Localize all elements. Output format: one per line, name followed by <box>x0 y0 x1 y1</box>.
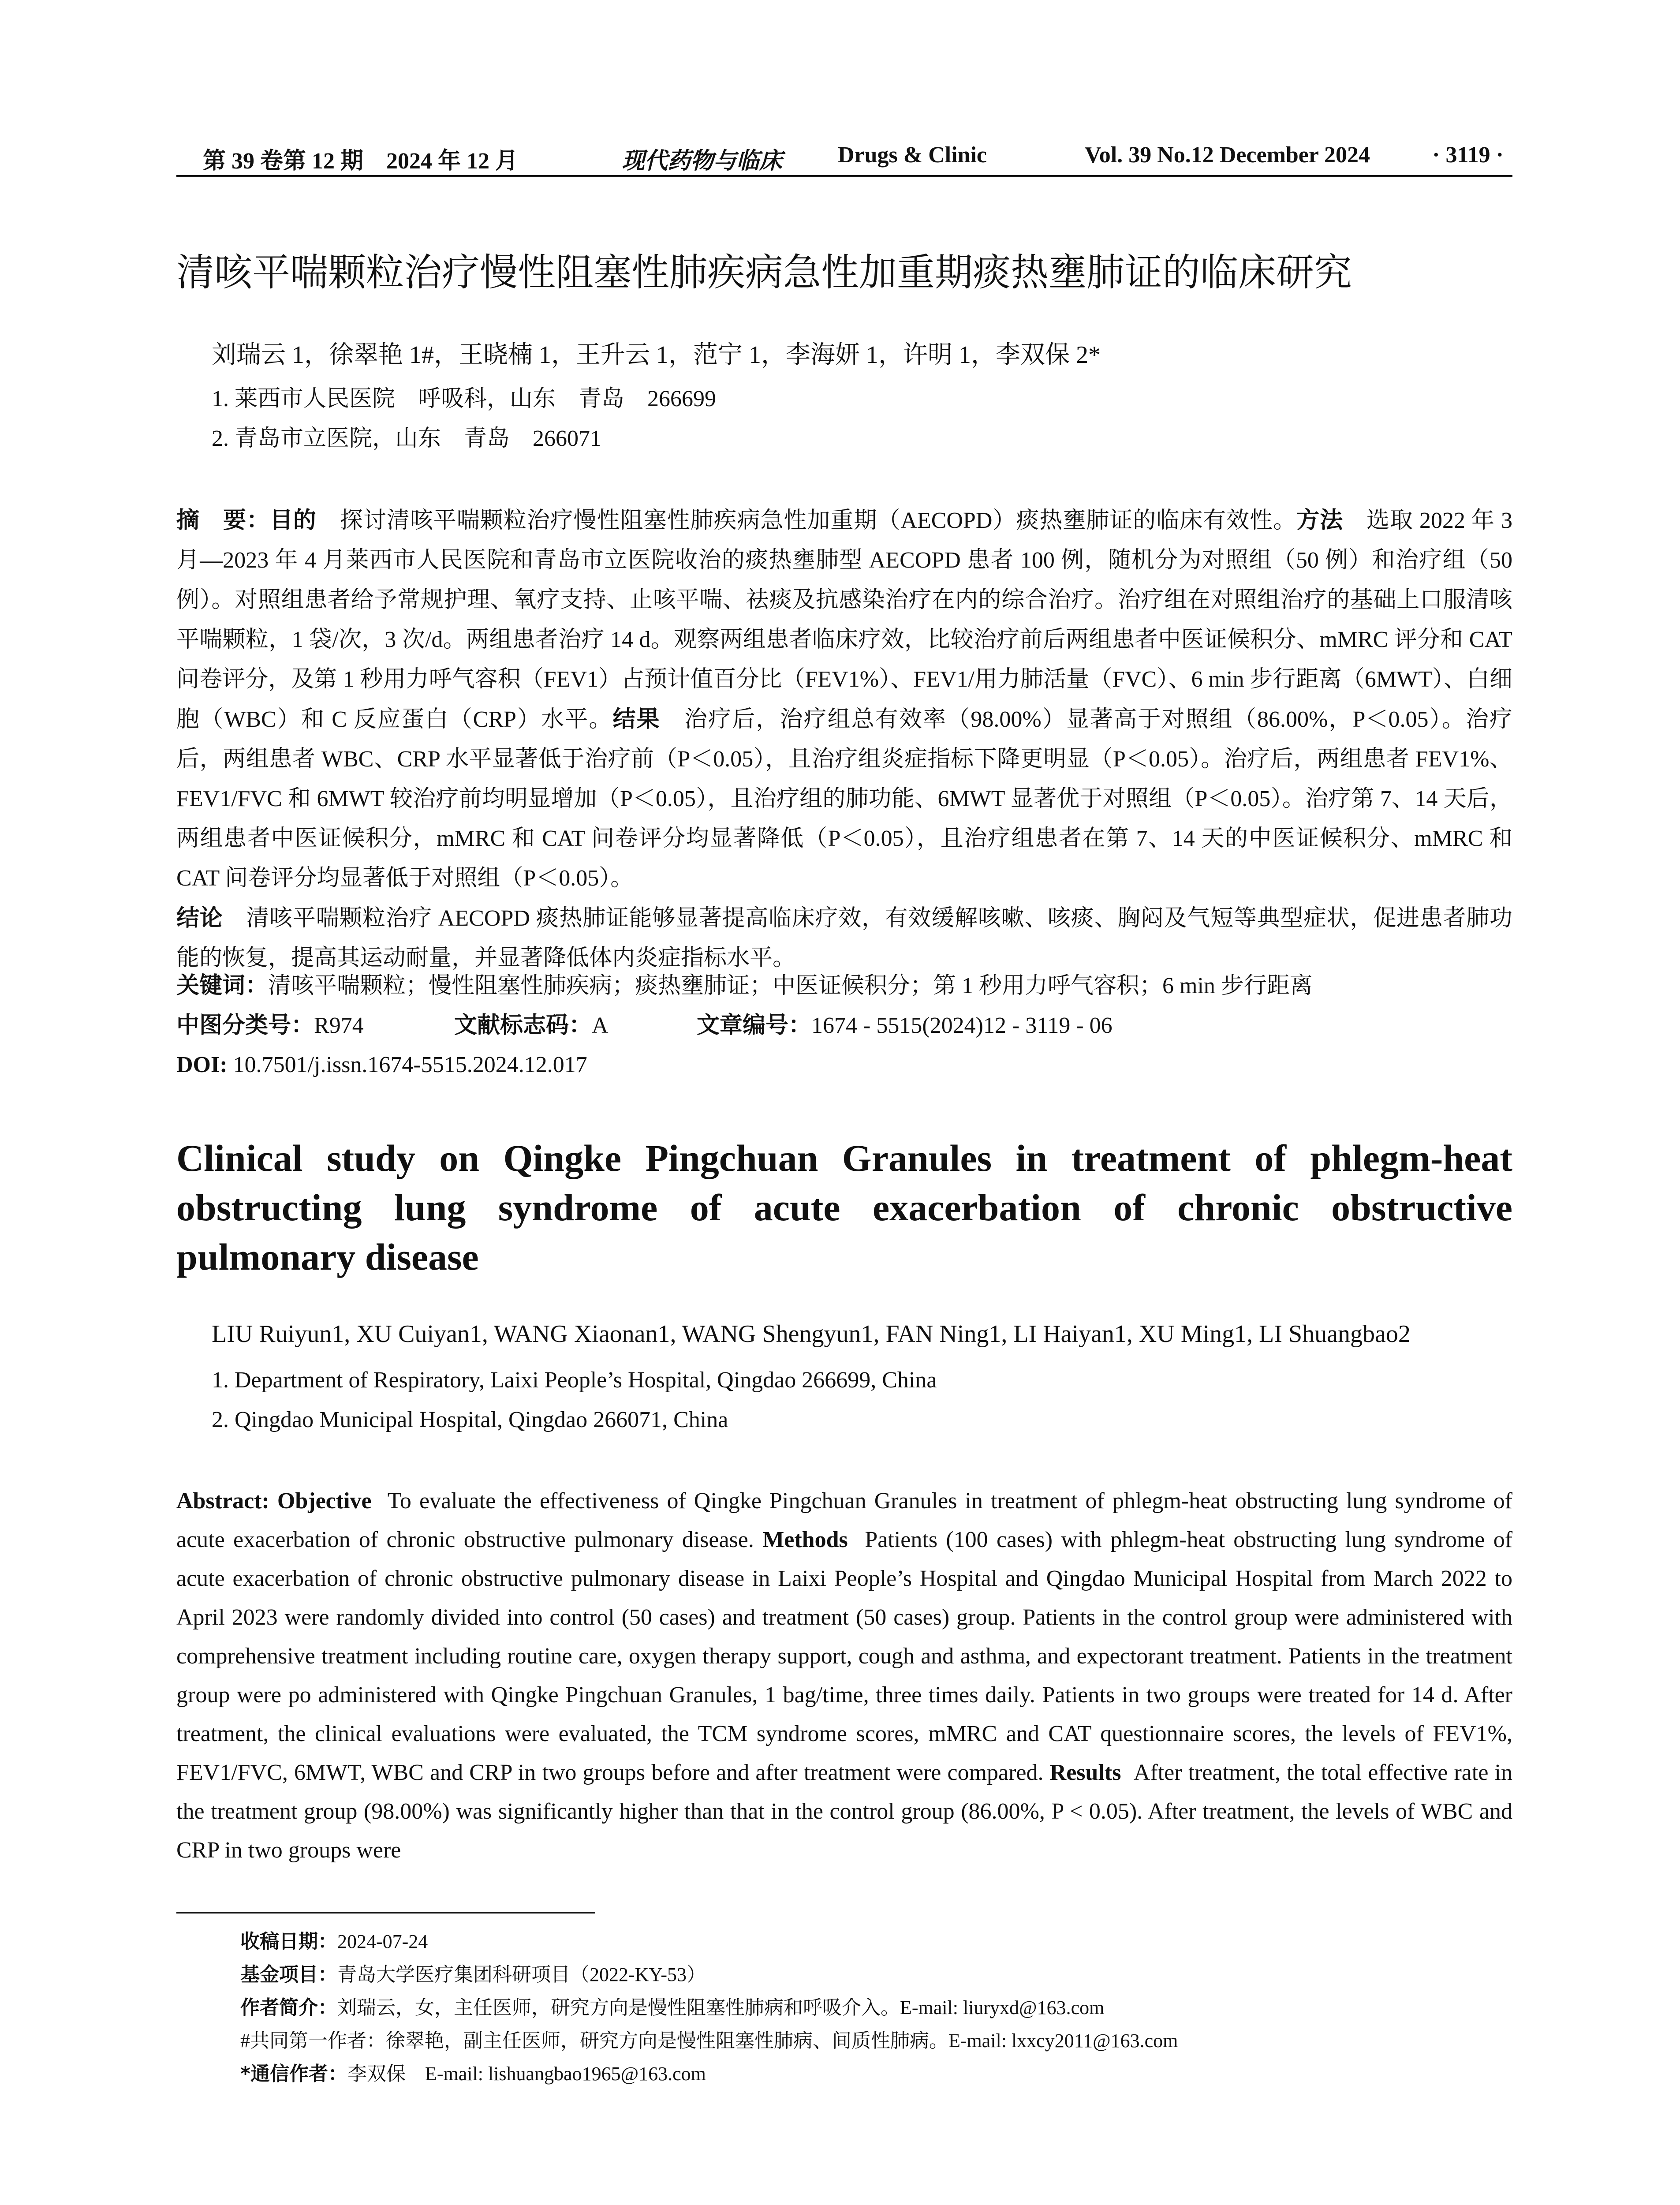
affiliation-en: 1. Department of Respiratory, Laixi People’s Hospital, Qingdao 266699, China <box>212 1368 937 1393</box>
footnotes <box>240 1925 1178 2090</box>
affiliation-en: 2. Qingdao Municipal Hospital, Qingdao 266071, China <box>212 1407 728 1432</box>
volume-info: Vol. 39 No.12 December 2024 <box>1085 142 1370 168</box>
article-number-label: 文章编号： <box>697 1012 812 1039</box>
methods-en-label: Methods <box>762 1527 848 1552</box>
affiliation-cn: 1. 莱西市人民医院 呼吸科，山东 青岛 266699 <box>212 386 717 411</box>
page-number: · 3119 · <box>1432 142 1504 168</box>
objective-en-text: To evaluate the effectiveness of Qingke Pingchuan Granules in treatment of phlegm-heat obstructing lung syndrome of acute exacerbation of chronic obstructive pulmonary disease. <box>176 1488 1512 1552</box>
title-cn: 清咳平喘颗粒治疗慢性阻塞性肺疾病急性加重期痰热壅肺证的临床研究 <box>176 250 1352 295</box>
abstract-label: 摘 要： <box>176 507 270 534</box>
article-number: 1674 - 5515(2024)12 - 3119 - 06 <box>811 1013 1113 1038</box>
doi-label: DOI: <box>176 1052 228 1077</box>
doc-code: A <box>592 1013 609 1038</box>
authors-en: LIU Ruiyun1, XU Cuiyan1, WANG Xiaonan1, WANG Shengyun1, FAN Ning1, LI Haiyan1, XU Ming1, LI Shuangbao2 <box>212 1320 1411 1348</box>
results-label: 结果 <box>612 706 661 733</box>
doi-line <box>176 1047 587 1083</box>
keywords-cn <box>176 968 1313 1004</box>
affiliation-cn: 2. 青岛市立医院，山东 青岛 266071 <box>212 426 602 451</box>
results-text: 治疗后，治疗组总有效率（98.00%）显著高于对照组（86.00%，P＜0.05）。治疗后，两组患者 WBC、CRP 水平显著低于治疗前（P＜0.05），且治疗组炎症指标下降更明显（P＜0.05）。治疗后，两组患者 FEV1%、FEV1/FVC 和 6MWT 较治疗前均明显增加（P＜0.05），且治疗组的肺功能、6MWT 显著优于对照组（P＜0.05）。治疗第 7、14 天后，两组患者中医证候积分，mMRC 和 CAT 问卷评分均显著降低（P＜0.05），且治疗组患者在第 7、14 天的中医证候积分、mMRC 和 CAT 问卷评分均显著低于对照组（P＜0.05）。 <box>176 707 1512 891</box>
results-en-text: After treatment, the total effective rate in the treatment group (98.00%) was significantly higher than that in the control group (86.00%, P < 0.05). After treatment, the levels of WBC and CRP in two groups were <box>176 1760 1512 1863</box>
running-header <box>176 140 1512 176</box>
footnote-received: 收稿日期：2024-07-24 <box>240 1930 428 1953</box>
authors-cn: 刘瑞云 1，徐翠艳 1#，王晓楠 1，王升云 1，范宁 1，李海妍 1，许明 1，李双保 2* <box>212 341 1101 369</box>
classification-line <box>176 1008 1113 1043</box>
footnote-co-first-author: #共同第一作者：徐翠艳，副主任医师，研究方向是慢性阻塞性肺病、间质性肺病。E-mail: lxxcy2011@163.com <box>240 2030 1178 2052</box>
conclusion-text: 清咳平喘颗粒治疗 AECOPD 痰热肺证能够显著提高临床疗效，有效缓解咳嗽、咳痰、胸闷及气短等典型症状，促进患者肺功能的恢复，提高其运动耐量，并显著降低体内炎症指标水平。 <box>176 906 1512 971</box>
clc-code: R974 <box>314 1013 364 1038</box>
objective-text: 探讨清咳平喘颗粒治疗慢性阻塞性肺疾病急性加重期（AECOPD）痰热壅肺证的临床有效性。 <box>340 508 1297 533</box>
methods-en-text: Patients (100 cases) with phlegm-heat obstructing lung syndrome of acute exacerbation of chronic obstructive pulmonary disease in Laixi People’s Hospital and Qingdao Municipal Hospital from March 2022 to April 2023 were randomly divided into control (50 cases) and treatment (50 cases) group. Patients in the control group were administered with comprehensive treatment including routine care, oxygen therapy support, cough and asthma, and expectorant treatment. Patients in the treatment group were po administered with Qingke Pingchuan Granules, 1 bag/time, three times daily. Patients in two groups were treated for 14 d. After treatment, the clinical evaluations were evaluated, the TCM syndrome scores, mMRC and CAT questionnaire scores, the levels of FEV1%, FEV1/FVC, 6MWT, WBC and CRP in two groups before and after treatment were compared. <box>176 1527 1513 1785</box>
title-en: Clinical study on Qingke Pingchuan Granules in treatment of phlegm-heat obstructing lung syndrome of acute exacerbation of chronic obstructive pulmonary disease <box>176 1137 1512 1278</box>
footnote-funding: 基金项目：青岛大学医疗集团科研项目（2022-KY-53） <box>240 1963 706 1986</box>
journal-name-en: Drugs & Clinic <box>838 142 987 168</box>
methods-text: 选取 2022 年 3 月—2023 年 4 月莱西市人民医院和青岛市立医院收治的痰热壅肺型 AECOPD 患者 100 例，随机分为对照组（50 例）和治疗组（50 例）。对照组患者给予常规护理、氧疗支持、止咳平喘、祛痰及抗感染治疗在内的综合治疗。治疗组在对照组治疗的基础上口服清咳平喘颗粒，1 袋/次，3 次/d。两组患者治疗 14 d。观察两组患者临床疗效，比较治疗前后两组患者中医证候积分、mMRC 评分和 CAT 问卷评分，及第 1 秒用力呼气容积（FEV1）占预计值百分比（FEV1%）、FEV1/用力肺活量（FVC）、6 min 步行距离（6MWT）、白细胞（WBC）和 C 反应蛋白（CRP）水平。 <box>176 508 1512 732</box>
methods-label: 方法 <box>1296 507 1344 534</box>
keywords-label: 关键词： <box>176 972 269 999</box>
abstract-en <box>176 1482 1512 1870</box>
issue-info: 第 39 卷第 12 期 2024 年 12 月 <box>203 149 519 174</box>
results-en-label: Results <box>1049 1760 1121 1785</box>
doc-code-label: 文献标志码： <box>454 1012 592 1039</box>
footnote-author-bio: 作者简介：刘瑞云，女，主任医师，研究方向是慢性阻塞性肺病和呼吸介入。E-mail: liuryxd@163.com <box>240 1996 1105 2019</box>
clc-label: 中图分类号： <box>176 1012 314 1039</box>
abstract-en-label: Abstract: Objective <box>176 1488 372 1514</box>
abstract-cn <box>176 501 1512 978</box>
footnote-rule <box>176 1912 595 1913</box>
objective-label: 目的 <box>269 507 317 534</box>
header-rule <box>176 175 1512 177</box>
journal-name-cn: 现代药物与临床 <box>622 149 783 174</box>
footnote-corresponding-author: *通信作者：李双保 E-mail: lishuangbao1965@163.com <box>240 2063 706 2085</box>
doi-link[interactable]: 10.7501/j.issn.1674-5515.2024.12.017 <box>233 1052 587 1077</box>
keywords-text: 清咳平喘颗粒；慢性阻塞性肺疾病；痰热壅肺证；中医证候积分；第 1 秒用力呼气容积；6 min 步行距离 <box>268 973 1313 998</box>
conclusion-label: 结论 <box>176 905 223 931</box>
